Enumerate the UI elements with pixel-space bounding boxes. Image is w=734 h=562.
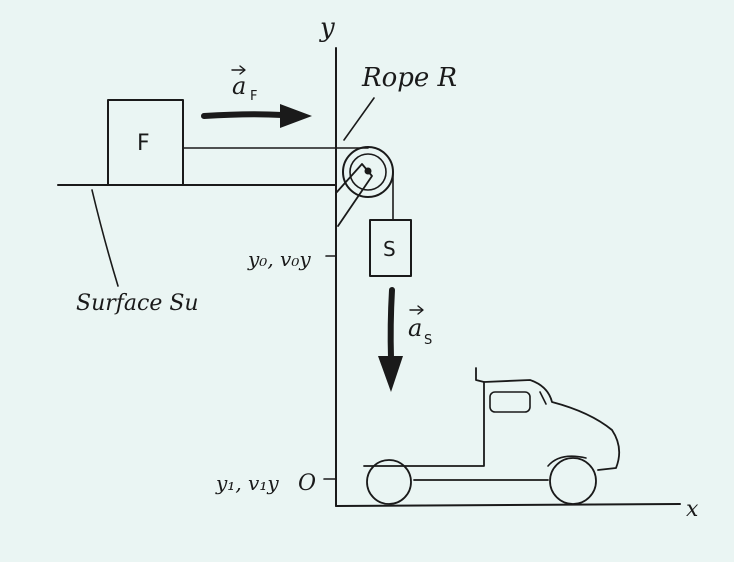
surface-label: Surface Su xyxy=(76,291,199,316)
accel-s-label: a xyxy=(408,314,423,342)
accel-s-arrow-shaft xyxy=(391,290,392,358)
truck-cab xyxy=(484,380,619,470)
accel-s-subscript: S xyxy=(424,333,433,348)
y-axis-label: y xyxy=(320,13,335,43)
rope-leader-line xyxy=(344,98,374,140)
accel-f-label: a xyxy=(232,72,247,100)
accel-f-arrow-shaft xyxy=(204,114,282,116)
surface-leader-line xyxy=(92,190,118,286)
block-s-label: S xyxy=(383,237,396,261)
x-axis-label: x xyxy=(686,497,699,522)
truck-wheel-arch xyxy=(548,456,586,466)
accel-f-subscript: F xyxy=(250,89,258,104)
block-f-label: F xyxy=(137,131,150,156)
y0-label: y₀, v₀y xyxy=(248,247,311,271)
accel-s-arrow-head xyxy=(378,356,403,392)
truck-front-wheel xyxy=(550,458,596,504)
truck-drawing xyxy=(364,368,619,504)
origin-label: O xyxy=(298,471,317,496)
rope-label: Rope R xyxy=(362,63,458,93)
y1-label: y₁, v₁y xyxy=(216,471,279,495)
accel-f-arrow-head xyxy=(280,104,312,128)
truck-cab-detail xyxy=(540,392,546,404)
truck-chassis-top xyxy=(364,368,484,466)
truck-window xyxy=(490,392,530,412)
